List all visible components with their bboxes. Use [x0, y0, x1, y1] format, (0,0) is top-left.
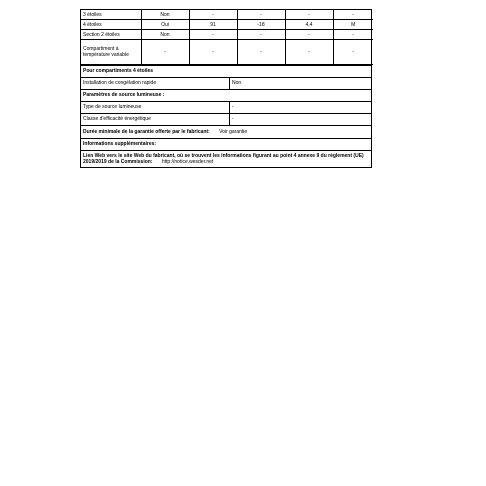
- cell: -18: [237, 20, 285, 30]
- cell: -: [189, 10, 237, 20]
- cell: -: [141, 40, 189, 65]
- cell: M: [333, 20, 373, 30]
- table-row: [81, 20, 373, 30]
- energy-class-label: Classe d'efficacité énergétique: [81, 114, 230, 125]
- fast-freeze-row: [81, 77, 371, 89]
- light-source-heading: Paramètres de source lumineuse :: [81, 89, 371, 101]
- four-star-heading: Pour compartiments 4 étoiles: [81, 65, 371, 77]
- compartment-table: [81, 10, 373, 65]
- row-label: Compartiment à température variable: [81, 40, 141, 65]
- row-label: Section 2 étoiles: [81, 30, 141, 40]
- extra-info-heading: Informations supplémentaires:: [81, 138, 371, 150]
- warranty-label: Durée minimale de la garantie offerte par le fabricant:: [83, 129, 210, 135]
- warranty-value: Voir garantie: [219, 129, 248, 135]
- row-label: 4 étoiles: [81, 20, 141, 30]
- cell: Non: [141, 30, 189, 40]
- energy-class-row: [81, 113, 371, 125]
- fast-freeze-label: Installation de congélation rapide: [81, 78, 230, 89]
- cell: -: [333, 30, 373, 40]
- light-type-label: Type de source lumineuse: [81, 102, 230, 113]
- fast-freeze-value: Non: [232, 80, 242, 86]
- table-row: [81, 10, 373, 20]
- cell: Oui: [141, 20, 189, 30]
- cell: -: [237, 10, 285, 20]
- cell: 91: [189, 20, 237, 30]
- cell: -: [285, 40, 333, 65]
- product-information-sheet: [80, 9, 372, 168]
- cell: Non: [141, 10, 189, 20]
- cell: -: [189, 40, 237, 65]
- cell: -: [237, 40, 285, 65]
- manufacturer-url[interactable]: http://notice.wesder.net: [161, 159, 214, 165]
- energy-class-value: -: [232, 116, 234, 122]
- cell: -: [189, 30, 237, 40]
- web-link-row: [81, 150, 371, 167]
- table-row: [81, 40, 373, 65]
- cell: -: [237, 30, 285, 40]
- row-label: 3 étoiles: [81, 10, 141, 20]
- cell: -: [333, 40, 373, 65]
- cell: -: [333, 10, 373, 20]
- light-type-row: [81, 101, 371, 113]
- cell: 4,4: [285, 20, 333, 30]
- cell: -: [285, 30, 333, 40]
- warranty-row: [81, 125, 371, 138]
- light-type-value: -: [232, 104, 234, 110]
- cell: -: [285, 10, 333, 20]
- table-row: [81, 30, 373, 40]
- web-link-label: Lien Web vers le site Web du fabricant, où se trouvent les informations figurant au point 4 annexe II du règlement (UE) 2019/2019 de la Commission:: [83, 153, 364, 165]
